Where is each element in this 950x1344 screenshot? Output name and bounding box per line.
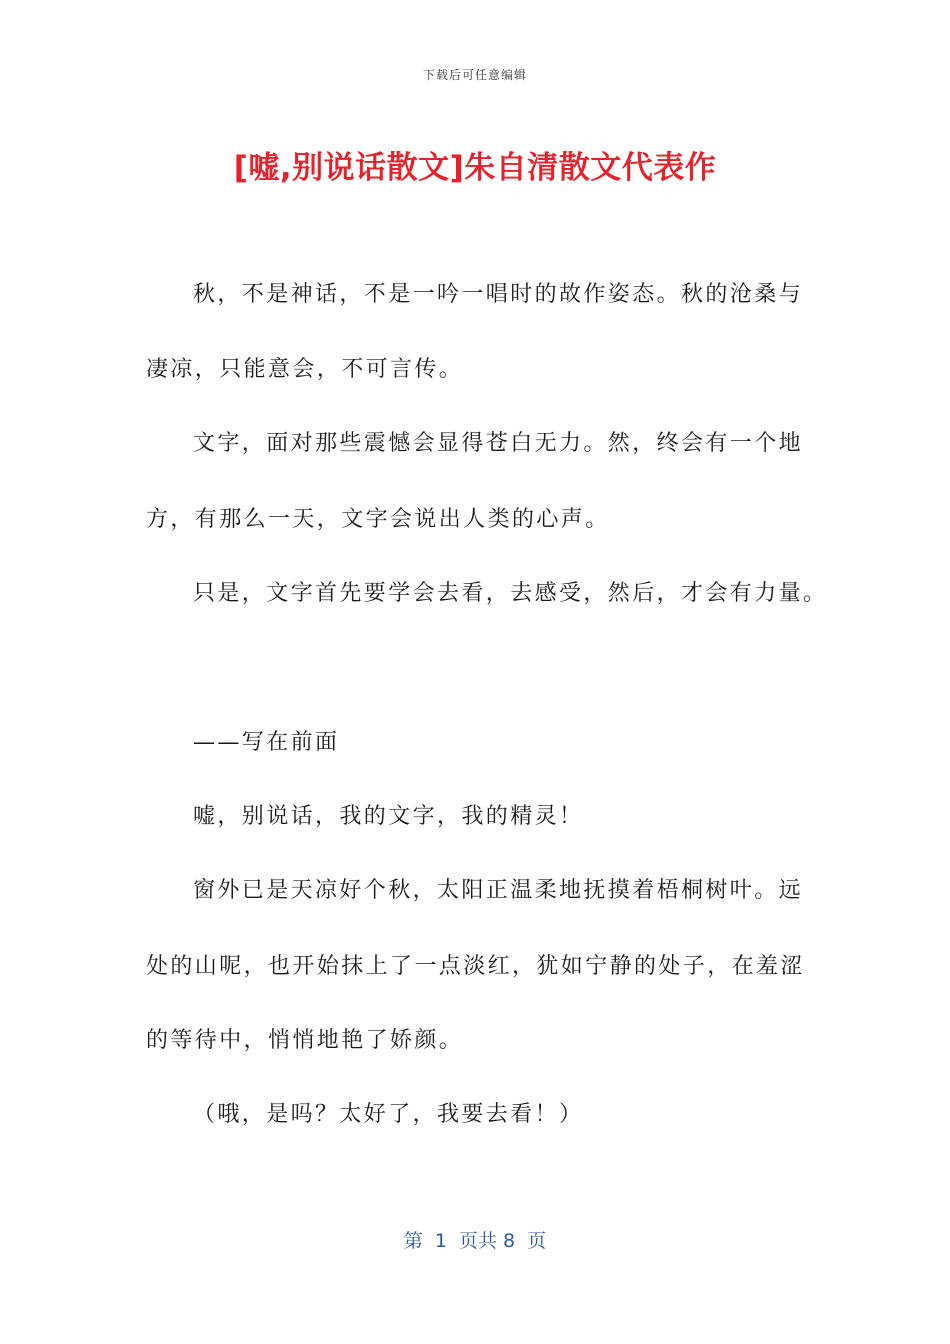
body-line-1: 秋，不是神话，不是一吟一唱时的故作姿态。秋的沧桑与 [193,282,804,307]
body-line-11: （哦，是吗？太好了，我要去看！） [193,1102,584,1127]
body-line-10: 的等待中，悄悄地艳了娇颜。 [146,1028,464,1053]
body-line-8: 窗外已是天凉好个秋，太阳正温柔地抚摸着梧桐树叶。远 [193,878,804,903]
body-line-2: 凄凉，只能意会，不可言传。 [146,357,464,382]
body-line-5: 只是，文字首先要学会去看，去感受，然后，才会有力量。 [193,581,828,606]
header-note: 下载后可任意编辑 [422,68,527,82]
page-number-footer: 第 1 页共 8 页 [403,1230,547,1252]
body-line-7: 嘘，别说话，我的文字，我的精灵！ [193,804,584,829]
body-line-3: 文字，面对那些震憾会显得苍白无力。然，终会有一个地 [193,431,804,456]
body-line-6: ——写在前面 [193,730,340,755]
body-line-4: 方，有那么一天，文字会说出人类的心声。 [146,507,610,532]
document-title: [嘘,别说话散文]朱自清散文代表作 [233,150,717,186]
body-line-9: 处的山呢，也开始抹上了一点淡红，犹如宁静的处子，在羞涩 [146,954,805,979]
